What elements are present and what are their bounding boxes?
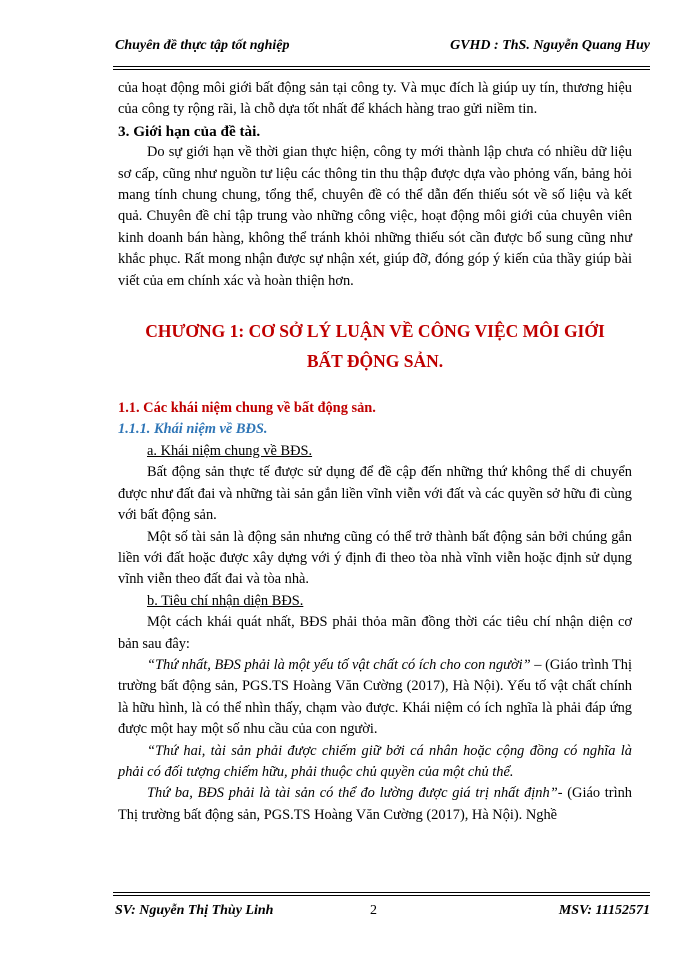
chapter-title-line-2: BẤT ĐỘNG SẢN. bbox=[306, 351, 444, 372]
paragraph-limitations: Do sự giới hạn về thời gian thực hiện, công ty mới thành lập chưa có nhiều dữ liệu sơ cấp, cũng như nguồn tư liệu các thông tin thu thập được dựa vào phỏng vấn, bảng hỏi mang tính chung chung, tổng thể, chuyên đề có thể dẫn đến thiếu sót về số liệu và kết quả. Chuyên đề chỉ tập trung vào những công việc, hoạt động môi giới của chuyên viên kinh doanh bán hàng, không thể tránh khỏi những thiếu sót cần được bổ sung cũng như khắc phục. Rất mong nhận được sự nhận xét, giúp đỡ, đóng góp ý kiến của thầy giúp bài viết của em chính xác và hoàn thiện hơn. bbox=[118, 144, 632, 289]
footer-rule bbox=[113, 892, 650, 896]
footer-student: SV: Nguyễn Thị Thùy Linh bbox=[115, 903, 274, 918]
paragraph-criterion-2: “Thứ hai, tài sản phải được chiếm giữ bởi cá nhân hoặc cộng đồng có nghĩa là phải có đối tượng chiếm hữu, phải thuộc chủ quyền của một chủ thể. bbox=[118, 742, 632, 780]
paragraph-movable-assets: Một số tài sản là động sản nhưng cũng có thể trở thành bất động sản bởi chúng gắn liền với đất hoặc được xây dựng với ý định đi theo tòa nhà vĩnh viễn hoặc định sử dụng vĩnh viễn theo đất đai và tòa nhà. bbox=[118, 528, 632, 588]
page-body bbox=[118, 78, 632, 826]
footer-student-id: MSV: 11152571 bbox=[558, 903, 650, 918]
heading-1-1-1: 1.1.1. Khái niệm về BĐS. bbox=[118, 421, 268, 438]
paragraph-criteria-intro: Một cách khái quát nhất, BĐS phải thỏa mãn đồng thời các tiêu chí nhận diện cơ bản sau đây: bbox=[118, 614, 632, 652]
page-header bbox=[115, 38, 650, 64]
criterion-3-quote: Thứ ba, BĐS phải là tài sản có thể đo lường được giá trị nhất định” bbox=[147, 785, 558, 802]
chapter-title-line-1: CHƯƠNG 1: CƠ SỞ LÝ LUẬN VỀ CÔNG VIỆC MÔI GIỚI bbox=[145, 321, 605, 342]
paragraph-continuation: của hoạt động môi giới bất động sản tại công ty. Và mục đích là giúp uy tín, thương hiệu của công ty rộng rãi, là chỗ dựa tốt nhất để khách hàng trao gửi niềm tin. bbox=[118, 80, 632, 118]
criterion-1-text: – (Giáo trình Thị trường bất động sản, PGS.TS Hoàng Văn Cường (2017), Hà Nội). Yếu tố vật chất chính là hữu hình, là có thể nhìn thấy, chạm vào được. Khái niệm có ích nghĩa là phải đáp ứng được một hay một số nhu cầu của con người. bbox=[118, 656, 632, 738]
paragraph-criterion-1 bbox=[118, 655, 632, 741]
page-number: 2 bbox=[370, 903, 377, 918]
criterion-1-quote: “Thứ nhất, BĐS phải là một yếu tố vật chất có ích cho con người” bbox=[147, 656, 531, 673]
paragraph-criterion-3 bbox=[118, 783, 632, 826]
header-title: Chuyên đề thực tập tốt nghiệp bbox=[115, 38, 290, 53]
section-heading-3: 3. Giới hạn của đề tài. bbox=[118, 122, 261, 140]
header-rule bbox=[113, 66, 650, 70]
header-instructor: GVHD : ThS. Nguyễn Quang Huy bbox=[450, 38, 650, 53]
subheading-b: b. Tiêu chí nhận diện BĐS. bbox=[147, 592, 304, 609]
subheading-a: a. Khái niệm chung về BĐS. bbox=[147, 442, 313, 459]
heading-1-1: 1.1. Các khái niệm chung về bất động sản. bbox=[118, 400, 376, 417]
chapter-title bbox=[118, 316, 632, 376]
criterion-3-text: - (Giáo trình Thị trường bất động sản, PGS.TS Hoàng Văn Cường (2017), Hà Nội). Nghề bbox=[118, 785, 632, 823]
paragraph-definition: Bất động sản thực tế được sử dụng để đề cập đến những thứ không thể di chuyển được như đất đai và những tài sản gắn liền vĩnh viễn với đất và các quyền sở hữu đi cùng với bất động sản. bbox=[118, 464, 632, 524]
